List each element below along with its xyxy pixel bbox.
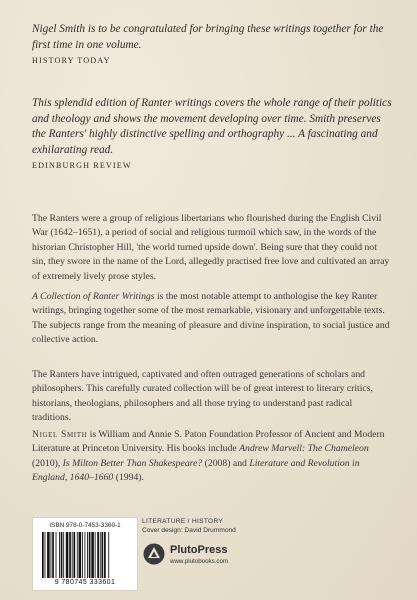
book-title: A Collection of Ranter Writings: [32, 291, 155, 302]
barcode-bar: [85, 532, 86, 578]
barcode-bar: [45, 532, 46, 578]
barcode-bar: [95, 532, 96, 578]
category-label: LITERATURE / HISTORY: [142, 518, 224, 525]
description-paragraph-1: The Ranters were a group of religious libertarians who flourished during the English Civil War (1642–1651), a period of social and religious turmoil which saw, in the words of the historian Christopher Hill, 'the world turned upside down'. Being sure that they could not sin, they swore in the name of the Lord, allegedly practised free love and cultivated an array of extremely lively prose styles.: [32, 213, 390, 282]
description-paragraph-3: The Ranters have intrigued, captivated and often outraged generations of scholars and philosophers. This carefully curated collection will be of great interest to literary critics, historians, theologians, philosophers and all those trying to understand past radical traditions.: [32, 369, 373, 424]
book-title: Is Milton Better Than Shakespeare?: [62, 457, 203, 469]
cover-design-credit: Cover design: David Drummond: [142, 527, 236, 534]
barcode-bar: [47, 532, 50, 578]
barcode-bar: [104, 532, 106, 578]
barcode-icon: [42, 532, 128, 578]
book-title: Andrew Marvell: The Chameleon: [239, 443, 369, 455]
author-name: Nigel Smith: [32, 429, 88, 440]
praise-quote-text: This splendid edition of Ranter writings covers the whole range of their politics and theology and shows the movement developing over time. Smith preserves the Ranters' highly distinctive spelling and orthography ... A fascinating and exhilarating read.: [32, 97, 392, 156]
bio-text: is William and Annie S. Paton Foundation Professor of Ancient and Modern Literature at Princeton University. His books include: [32, 429, 385, 455]
praise-quote-history-today: [32, 22, 392, 65]
praise-quote-edinburgh-review: [32, 96, 392, 170]
publisher-url: www.plutobooks.com: [170, 558, 229, 565]
barcode-bar: [91, 532, 94, 578]
bio-text: (2008) and: [202, 457, 250, 469]
description-paragraph-2: [32, 290, 392, 348]
barcode-bar: [69, 532, 71, 578]
book-title: Literature and Revolution in England, 1640–1660: [32, 457, 360, 484]
pluto-press-logo-icon: [143, 543, 165, 565]
barcode-bar: [108, 532, 109, 578]
publisher-name: PlutoPress: [170, 544, 228, 556]
isbn-label: ISBN 978-0-7453-3360-1: [49, 522, 121, 529]
barcode-bar: [56, 532, 57, 578]
praise-quote-source: HISTORY TODAY: [32, 56, 111, 66]
barcode-bar: [73, 532, 75, 578]
barcode-bar: [61, 532, 63, 578]
barcode-bar: [102, 532, 104, 578]
bio-text: (1994).: [113, 472, 144, 484]
barcode-bar: [51, 532, 52, 578]
praise-quote-source: EDINBURGH REVIEW: [32, 161, 132, 171]
bio-text: (2010),: [32, 457, 63, 469]
barcode-bar: [100, 532, 101, 578]
barcode-bar: [72, 532, 73, 578]
barcode-bar: [87, 532, 88, 578]
description-text: is the most notable attempt to anthologise the key Ranter writings, bringing together some of the most remarkable, visionary and unforgettable texts. The subjects range from the meaning of pleasure and divine inspiration, to social justice and collective action.: [32, 291, 390, 346]
barcode-number: 9 780745 333601: [54, 579, 116, 586]
barcode-bar: [63, 532, 64, 578]
barcode-bar: [42, 532, 44, 578]
barcode-bar: [79, 532, 82, 578]
barcode-bar: [97, 532, 99, 578]
barcode-panel: [32, 517, 138, 591]
barcode-bar: [82, 532, 83, 578]
barcode-bar: [59, 532, 60, 578]
barcode-bar: [66, 532, 69, 578]
author-bio: [32, 428, 392, 486]
barcode-bar: [89, 532, 91, 578]
barcode-bar: [52, 532, 54, 578]
barcode-bar: [77, 532, 78, 578]
praise-quote-text: Nigel Smith is to be congratulated for bringing these writings together for the first time in one volume.: [32, 23, 384, 51]
